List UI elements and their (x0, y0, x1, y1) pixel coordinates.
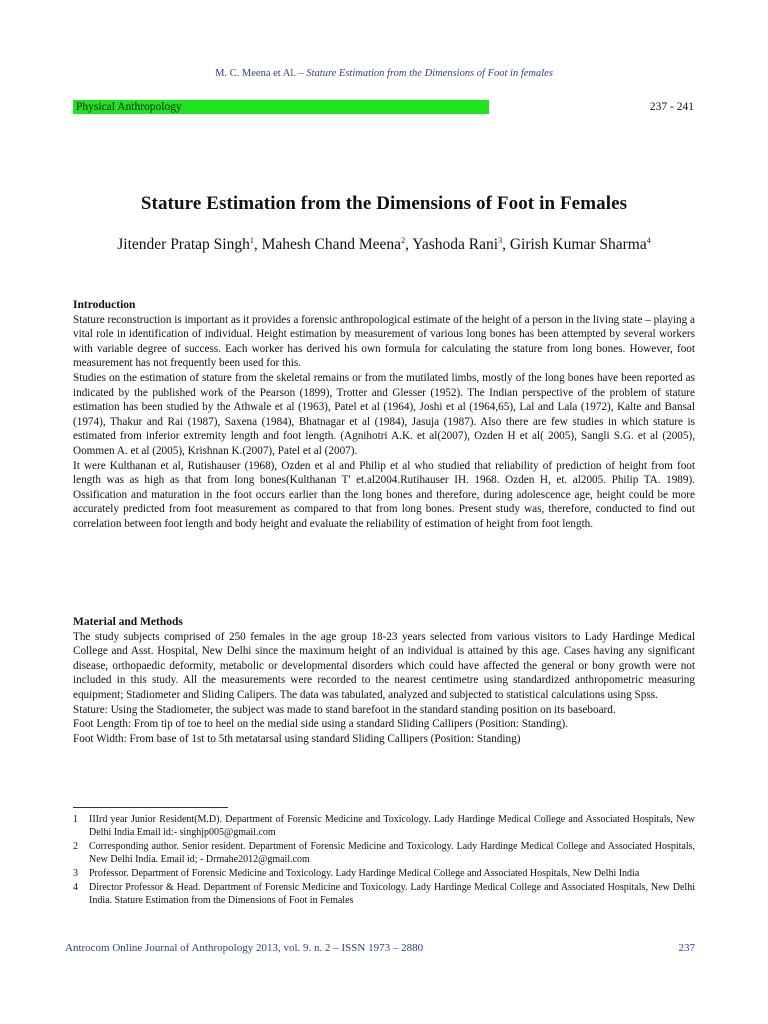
author-separator: , (502, 236, 510, 254)
running-header (0, 68, 768, 79)
footnote-text: IIIrd year Junior Resident(M.D). Department of Forensic Medicine and Toxicology. Lady Hardinge Medical College and Associated Hospitals, New Delhi India Email id:- singhjp005@gmail.com (89, 814, 695, 838)
footnote-item (73, 813, 695, 839)
running-header-authors: M. C. Meena et Al. – (215, 68, 304, 79)
author-affiliation-mark: 1 (249, 236, 254, 245)
paper-title: Stature Estimation from the Dimensions of Foot in Females (140, 193, 628, 214)
author-list (0, 236, 768, 254)
author-separator: , (253, 236, 262, 254)
introduction-paragraph: It were Kulthanan et al, Rutishauser (1968), Ozden et al and Philip et al who studied that reliability of prediction of height from foot length was as high as that from long bones(Kulthanan T' et.al2004.Rutihauser IH. 1968. Ozden H, et. al2005. Philip TA. 1989). Ossification and maturation in the foot occurs earlier than the long bones and therefore, during adolescence age, height could be more accurately predicted from foot measurement as compared to that from long bones. Present study was, therefore, conducted to find out correlation between foot length and body height and evaluate the reliability of estimation of height from foot length. (73, 459, 695, 530)
methods-paragraph: Foot Width: From base of 1st to 5th metatarsal using standard Sliding Callipers (Position: Standing) (73, 732, 521, 745)
footnote-number: 2 (73, 841, 78, 852)
footnote-text: Director Professor & Head. Department of Forensic Medicine and Toxicology. Lady Hardinge Medical College and Associated Hospitals, New Delhi India. Stature Estimation from the Dimensions of Foot in Females (89, 882, 695, 906)
footnote-text: Corresponding author. Senior resident. Department of Forensic Medicine and Toxicology. Lady Hardinge Medical College and Associated Hospitals, New Delhi India. Email id; - Drmahe2012@gmail.com (89, 841, 695, 865)
author-name: Yashoda Rani (412, 236, 499, 254)
methods-section (73, 615, 695, 746)
footnote-item (73, 867, 695, 880)
page-range: 237 - 241 (649, 101, 694, 113)
page-footer (65, 942, 695, 954)
author-separator: , (405, 236, 413, 254)
journal-citation: Antrocom Online Journal of Anthropology 2013, vol. 9. n. 2 – ISSN 1973 – 2880 (65, 942, 424, 954)
introduction-section (73, 298, 695, 532)
page-number: 237 (678, 942, 695, 954)
methods-paragraph: Foot Length: From tip of toe to heel on the medial side using a standard Sliding Callipers (Position: Standing). (73, 718, 568, 731)
author-name: Jitender Pratap Singh (117, 236, 250, 254)
footnote-number: 1 (73, 814, 78, 825)
author-affiliation-mark: 3 (498, 236, 503, 245)
running-header-title: Stature Estimation from the Dimensions of Foot in females (306, 68, 553, 79)
methods-paragraph: Stature: Using the Stadiometer, the subject was made to stand barefoot in the standard standing position on its baseboard. (73, 703, 616, 716)
footnote-text: Professor. Department of Forensic Medicine and Toxicology. Lady Hardinge Medical College and Associated Hospitals, New Delhi India (89, 868, 640, 879)
author-affiliation-mark: 4 (646, 236, 651, 245)
methods-paragraph: The study subjects comprised of 250 females in the age group 18-23 years selected from various visitors to Lady Hardinge Medical College and Asst. Hospital, New Delhi since the maximum height of an individual is attained by this age. Cases having any significant disease, orthopaedic deformity, metabolic or developmental disorders which could have affected the general or bony growth were not included in this study. All the measurements were recorded to the nearest centimetre using standardized anthropometric measuring equipment; Stadiometer and Sliding Calipers. The data was tabulated, analyzed and subjected to statistical calculations using Spss. (73, 630, 695, 701)
introduction-paragraph: Stature reconstruction is important as it provides a forensic anthropological estimate of the height of a person in the living state – playing a vital role in identification of individual. Height estimation by measurement of various long bones has been attempted by several workers with variable degree of success. Each worker has derived his own formula for calculating the stature from long bones. However, foot measurement has not frequently been used for this. (73, 313, 695, 370)
footnote-item (73, 840, 695, 866)
footnote-list (73, 813, 695, 908)
author-name: Mahesh Chand Meena (261, 236, 402, 254)
author-name: Girish Kumar Sharma (509, 236, 647, 254)
methods-heading: Material and Methods (73, 616, 183, 628)
author-affiliation-mark: 2 (401, 236, 406, 245)
footnote-item (73, 881, 695, 907)
introduction-heading: Introduction (73, 299, 136, 311)
introduction-paragraph: Studies on the estimation of stature from the skeletal remains or from the mutilated limbs, mostly of the long bones have been reported as indicated by the published work of the Pearson (1899), Trotter and Glesser (1952). The Indian perspective of the problem of stature estimation has been studied by the Athwale et al (1963), Patel et al (1964), Joshi et al (1964,65), Lal and Lala (1972), Kalte and Bansal (1974), Thakur and Rai (1987), Saxena (1984), Bhatnagar et al (1984), Jasuja (1987). Also there are few studies in which stature is estimated from inferior extremity length and foot length. (Agnihotri A.K. et al(2007), Ozden H et al( 2005), Sangli S.G. et al (2005), Oommen A. et al (2005), Krishnan K.(2007), Patel et al (2007). (73, 371, 695, 457)
footnote-number: 3 (73, 868, 78, 879)
footnote-number: 4 (73, 882, 78, 893)
footnote-divider (73, 807, 228, 808)
section-label: Physical Anthropology (73, 100, 489, 114)
